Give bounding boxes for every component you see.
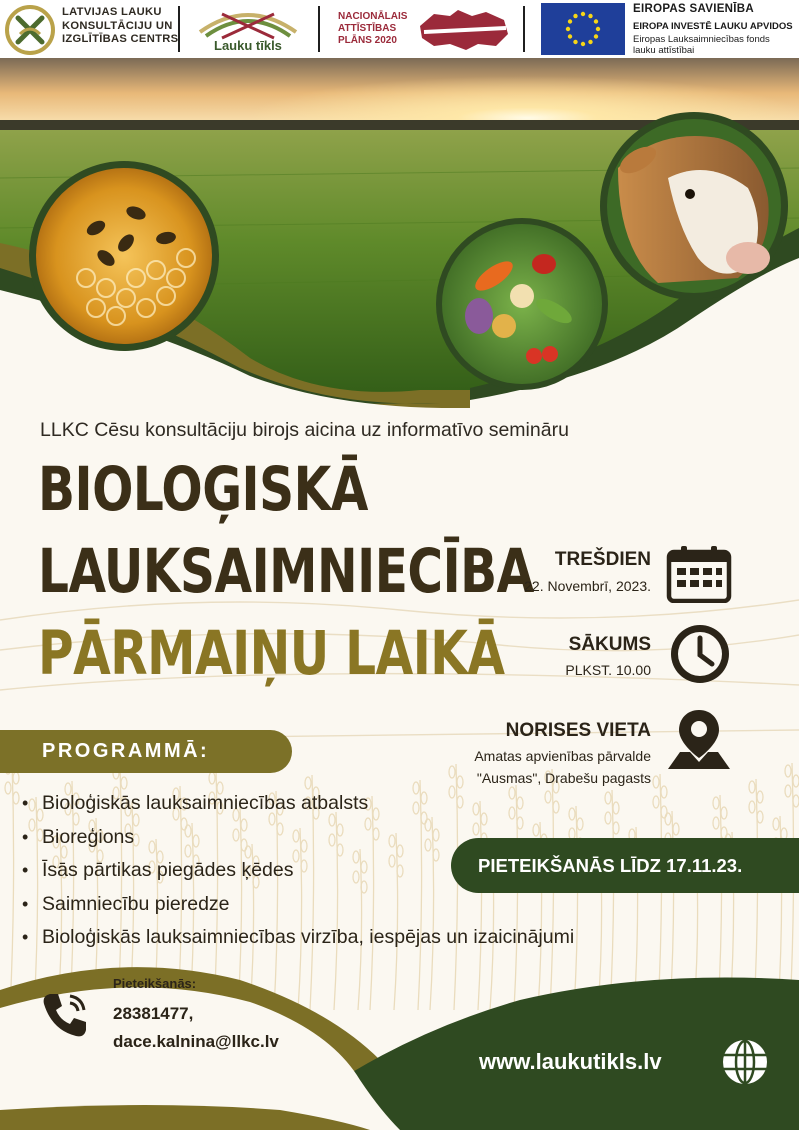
- wheat-grain: [661, 806, 667, 818]
- wheat-grain: [613, 822, 619, 834]
- eu-star: [588, 14, 592, 18]
- wheat-grain: [749, 801, 755, 813]
- eu-star: [573, 14, 577, 18]
- venue-line-2: "Ausmas", Drabešu pagasts: [476, 770, 651, 786]
- eu-star: [594, 34, 598, 38]
- header-divider: [178, 6, 180, 52]
- vegetables-photo: [434, 216, 610, 392]
- wheat-grain: [605, 812, 611, 824]
- cow-photo: [598, 108, 790, 304]
- wheat-grain: [613, 802, 619, 814]
- honeycomb-bees-photo: [26, 158, 222, 354]
- wheat-grain: [773, 818, 779, 830]
- eu-star: [596, 27, 600, 31]
- venue-line-1: Amatas apvienības pārvalde: [474, 748, 651, 764]
- wheat-grain: [793, 775, 799, 787]
- contact-email[interactable]: dace.kalnina@llkc.lv: [113, 1032, 279, 1051]
- eu-star: [568, 19, 572, 23]
- wheat-grain: [209, 772, 215, 784]
- location-pin-icon: [666, 706, 732, 772]
- program-item: • Bioloģiskās lauksaimniecības atbalsts: [22, 787, 574, 821]
- eu-star: [594, 19, 598, 23]
- eu-star: [581, 12, 585, 16]
- wheat-grain: [785, 765, 791, 777]
- latvia-map-icon: [416, 6, 510, 52]
- phone-icon: [40, 990, 90, 1040]
- wheat-grain: [757, 811, 763, 823]
- start-time: PLKST. 10.00: [565, 662, 651, 678]
- eu-star: [573, 40, 577, 44]
- event-day-label: TREŠDIEN: [554, 549, 651, 570]
- program-item: • Bioloģiskās lauksaimniecības virzība, iespējas un izaicinājumi: [22, 921, 574, 955]
- wheat-grain: [5, 782, 11, 794]
- registration-deadline: PIETEIKŠANĀS LĪDZ 17.11.23.: [478, 855, 743, 876]
- llkc-logo-text: LATVIJAS LAUKU KONSULTĀCIJU UN IZGLĪTĪBAS CENTRS: [62, 6, 179, 45]
- wheat-grain: [605, 792, 611, 804]
- website-link[interactable]: www.laukutikls.lv: [479, 1049, 662, 1074]
- clock-icon: [668, 622, 732, 686]
- eu-star: [581, 42, 585, 46]
- eu-slogan: EIROPA INVESTĒ LAUKU APVIDOS: [633, 21, 793, 32]
- wheat-grain: [713, 797, 719, 809]
- registration-deadline-banner: [451, 838, 799, 893]
- program-item: • Saimniecību pieredze: [22, 888, 574, 922]
- nap-logo-text: NACIONĀLAIS ATTĪSTĪBAS PLĀNS 2020: [338, 11, 408, 46]
- wheat-grain: [713, 817, 719, 829]
- header-divider: [318, 6, 320, 52]
- eu-star: [568, 34, 572, 38]
- calendar-icon: [666, 545, 732, 603]
- wheat-grain: [653, 796, 659, 808]
- venue-label: NORISES VIETA: [505, 720, 651, 741]
- eu-title: EIROPAS SAVIENĪBA: [633, 3, 754, 15]
- lauku-tikls-logo-icon: [192, 2, 304, 42]
- event-date: 22. Novembrī, 2023.: [524, 578, 651, 594]
- contact-label: Pieteikšanās:: [113, 976, 197, 991]
- header-divider: [523, 6, 525, 52]
- invitation-text: LLKC Cēsu konsultāciju birojs aicina uz informatīvo semināru: [40, 419, 569, 441]
- wheat-grain: [793, 795, 799, 807]
- eu-star: [566, 27, 570, 31]
- eu-flag-icon: [541, 3, 625, 55]
- eu-fund: Eiropas Lauksaimniecības fonds lauku attīstībai: [633, 34, 770, 56]
- wheat-grain: [785, 785, 791, 797]
- wheat-grain: [13, 772, 19, 784]
- wheat-grain: [653, 776, 659, 788]
- lauku-tikls-logo-text: Lauku tīkls: [214, 38, 282, 53]
- wheat-grain: [665, 813, 671, 825]
- eu-star: [588, 40, 592, 44]
- program-header: [0, 730, 292, 773]
- wheat-grain: [661, 786, 667, 798]
- wheat-grain: [13, 792, 19, 804]
- header-logos: [0, 0, 799, 58]
- title-line-2: LAUKSAIMNIECĪBA: [38, 536, 534, 607]
- program-item: • Bioreģions: [22, 821, 574, 855]
- wheat-grain: [749, 781, 755, 793]
- program-item: • Īsās pārtikas piegādes ķēdes: [22, 854, 574, 888]
- start-label: SĀKUMS: [568, 634, 651, 655]
- wheat-grain: [757, 791, 763, 803]
- title-line-1: BIOLOĢISKĀ: [38, 454, 368, 525]
- contact-phone[interactable]: 28381477,: [113, 1004, 194, 1023]
- wheat-grain: [577, 818, 583, 830]
- wheat-grain: [449, 766, 455, 778]
- program-label: PROGRAMMĀ:: [42, 740, 210, 762]
- llkc-logo-icon: [4, 4, 56, 56]
- wheat-grain: [673, 823, 679, 835]
- title-line-3: PĀRMAIŅU LAIKĀ: [38, 618, 505, 689]
- wheat-grain: [721, 807, 727, 819]
- globe-icon: [720, 1037, 770, 1087]
